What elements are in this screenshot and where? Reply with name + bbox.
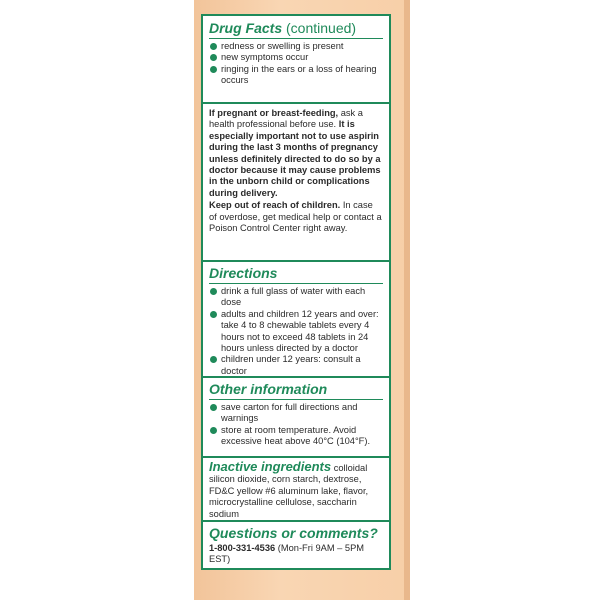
directions-title: Directions: [209, 265, 278, 281]
other-information-title: Other information: [209, 381, 328, 397]
warnings-section: [203, 102, 389, 234]
bullet-icon: [210, 427, 217, 434]
bullet-icon: [210, 54, 217, 61]
continued-label: (continued): [286, 20, 357, 36]
phone-number: 1-800-331-4536: [209, 543, 276, 553]
drug-facts-title: [209, 20, 383, 36]
list-item-text: adults and children 12 years and over: take 4 to 8 chewable tablets every 4 hours not to exceed 48 tablets in 24 hours unless directed by a doctor: [221, 308, 379, 354]
list-item-text: children under 12 years: consult a doctor: [221, 354, 361, 376]
list-item: [209, 41, 383, 52]
children-warning: [209, 200, 383, 234]
stop-use-list: [209, 41, 383, 87]
list-item: [209, 309, 383, 355]
questions-title: Questions or comments?: [209, 525, 378, 541]
bullet-icon: [210, 311, 217, 318]
list-item: [209, 52, 383, 63]
other-information-list: [209, 402, 383, 448]
inactive-ingredients-title: Inactive ingredients: [209, 459, 332, 474]
drug-facts-title-text: Drug Facts: [209, 20, 283, 36]
list-item: [209, 64, 383, 87]
list-item: [209, 286, 383, 309]
bullet-icon: [210, 66, 217, 73]
questions-contact: [209, 543, 383, 566]
list-item-text: store at room temperature. Avoid excessive heat above 40°C (104°F).: [221, 424, 371, 447]
list-item-text: new symptoms occur: [221, 52, 309, 63]
list-item: [209, 354, 383, 377]
inactive-ingredients-section: [203, 456, 389, 520]
inactive-ingredients-text: [209, 461, 383, 520]
list-item-text: drink a full glass of water with each dose: [221, 286, 366, 308]
contact-hours: (Mon-Fri 9AM – 5PM EST): [209, 543, 365, 565]
title-rule: [209, 38, 383, 39]
carton-edge: [404, 0, 410, 600]
other-information-rule: [209, 399, 383, 400]
questions-section: [203, 520, 389, 566]
list-item-text: ringing in the ears or a loss of hearing occurs: [221, 63, 377, 86]
list-item-text: redness or swelling is present: [221, 41, 344, 51]
bullet-icon: [210, 356, 217, 363]
pregnancy-lead: If pregnant or breast-feeding,: [209, 108, 339, 118]
directions-list: [209, 286, 383, 377]
bullet-icon: [210, 404, 217, 411]
children-text: In case of overdose, get medical help or contact a Poison Control Center right away.: [209, 200, 382, 234]
directions-rule: [209, 283, 383, 284]
list-item-text: save carton for full directions and warnings: [221, 402, 358, 424]
drug-facts-panel: [201, 14, 391, 570]
aspirin-warning: It is especially important not to use aspirin during the last 3 months of pregnancy unless definitely directed to do so by a doctor because it may cause problems in the unborn child or complications during delivery.: [209, 119, 381, 198]
list-item: [209, 402, 383, 425]
pregnancy-text: ask a health professional before use.: [209, 108, 363, 130]
children-lead: Keep out of reach of children.: [209, 200, 341, 211]
drug-facts-header-section: [203, 16, 389, 87]
bullet-icon: [210, 43, 217, 50]
directions-section: [203, 260, 389, 377]
pregnancy-warning: [209, 108, 383, 199]
other-information-section: [203, 376, 389, 448]
bullet-icon: [210, 288, 217, 295]
inactive-ingredients-list: colloidal silicon dioxide, corn starch, dextrose, FD&C yellow #6 aluminum lake, flavor, microcrystalline cellulose, saccharin sodium: [209, 463, 369, 519]
list-item: [209, 425, 383, 448]
